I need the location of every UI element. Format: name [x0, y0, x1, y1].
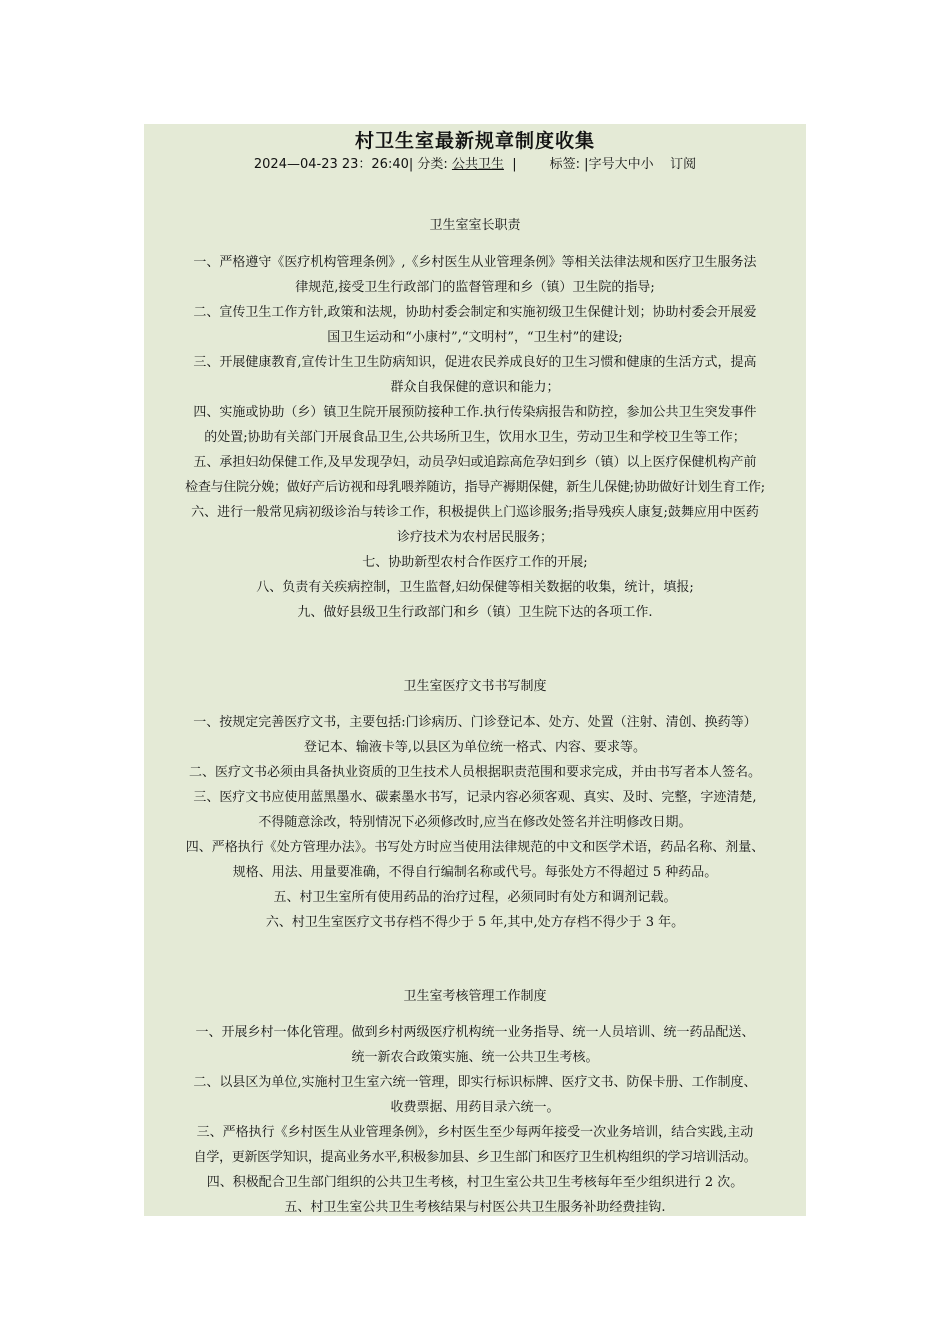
section-line: 六、进行一般常见病初级诊治与转诊工作，积极提供上门巡诊服务;指导残疾人康复;鼓舞应用中医药 [191, 505, 759, 520]
section-line: 五、承担妇幼保健工作,及早发现孕妇，动员孕妇或追踪高危孕妇到乡（镇）以上医疗保健机构产前 [193, 455, 757, 470]
section-line: 不得随意涂改，特别情况下必须修改时,应当在修改处签名并注明修改日期。 [258, 815, 692, 830]
section-line: 二、以县区为单位,实施村卫生室六统一管理，即实行标识标牌、医疗文书、防保卡册、工作制度、 [193, 1075, 757, 1090]
section-line: 律规范,接受卫生行政部门的监督管理和乡（镇）卫生院的指导; [295, 280, 655, 295]
section-line: 七、协助新型农村合作医疗工作的开展; [362, 555, 588, 570]
category-label: 分类: [417, 157, 448, 172]
subscribe-link[interactable]: 订阅 [670, 157, 697, 172]
section-line: 五、村卫生室公共卫生考核结果与村医公共卫生服务补助经费挂钩. [284, 1200, 666, 1215]
section-heading-director-duties: 卫生室室长职责 [429, 218, 521, 233]
category-link[interactable]: 公共卫生 [451, 157, 504, 172]
section-line: 四、实施或协助（乡）镇卫生院开展预防接种工作.执行传染病报告和防控，参加公共卫生突发事件 [193, 405, 757, 420]
section-line: 一、开展乡村一体化管理。做到乡村两级医疗机构统一业务指导、统一人员培训、统一药品配送、 [195, 1025, 755, 1040]
document-title: 村卫生室最新规章制度收集 [354, 130, 595, 152]
section-line: 的处置;协助有关部门开展食品卫生,公共场所卫生，饮用水卫生，劳动卫生和学校卫生等工作； [204, 430, 746, 445]
section-line: 二、医疗文书必须由具备执业资质的卫生技术人员根据职责范围和要求完成，并由书写者本人签名。 [188, 765, 761, 780]
meta-separator: | [512, 157, 517, 172]
section-line: 八、负责有关疾病控制，卫生监督,妇幼保健等相关数据的收集，统计，填报; [256, 580, 694, 595]
section-line: 五、村卫生室所有使用药品的治疗过程，必须同时有处方和调剂记载。 [273, 890, 677, 905]
section-line: 国卫生运动和“小康村”,“文明村”，“卫生村”的建设; [327, 330, 623, 345]
section-line: 规格、用法、用量要准确，不得自行编制名称或代号。每张处方不得超过 5 种药品。 [232, 865, 718, 880]
post-date: 2024—04-23 23：26:40| [253, 157, 414, 172]
article-meta [0, 153, 950, 172]
section-line: 三、医疗文书应使用蓝黑墨水、碳素墨水书写，记录内容必须客观、真实、及时、完整，字迹清楚, [193, 790, 757, 805]
section-line: 检查与住院分娩；做好产后访视和母乳喂养随访，指导产褥期保健，新生儿保健;协助做好计划生育工作; [185, 480, 765, 495]
section-heading-medical-documents: 卫生室医疗文书书写制度 [403, 679, 547, 694]
section-line: 六、村卫生室医疗文书存档不得少于 5 年,其中,处方存档不得少于 3 年。 [265, 915, 685, 930]
tags-font-size[interactable]: 标签: |字号大中小 [549, 157, 654, 172]
section-line: 一、严格遵守《医疗机构管理条例》,《乡村医生从业管理条例》等相关法律法规和医疗卫生服务法 [193, 255, 757, 270]
section-line: 四、严格执行《处方管理办法》。书写处方时应当使用法律规范的中文和医学术语，药品名称、剂量、 [185, 840, 765, 855]
section-line: 三、严格执行《乡村医生从业管理条例》，乡村医生至少每两年接受一次业务培训，结合实践,主动 [196, 1125, 754, 1140]
section-line: 收费票据、用药目录六统一。 [390, 1100, 560, 1115]
section-line: 群众自我保健的意识和能力； [390, 380, 560, 395]
section-line: 登记本、输液卡等,以县区为单位统一格式、内容、要求等。 [303, 740, 647, 755]
section-line: 四、积极配合卫生部门组织的公共卫生考核，村卫生室公共卫生考核每年至少组织进行 2 次。 [206, 1175, 744, 1190]
section-line: 三、开展健康教育,宣传计生卫生防病知识，促进农民养成良好的卫生习惯和健康的生活方式，提高 [193, 355, 757, 370]
section-heading-assessment: 卫生室考核管理工作制度 [403, 989, 547, 1004]
section-line: 自学，更新医学知识，提高业务水平,积极参加县、乡卫生部门和医疗卫生机构组织的学习培训活动。 [193, 1150, 757, 1165]
section-line: 一、按规定完善医疗文书，主要包括:门诊病历、门诊登记本、处方、处置（注射、清创、换药等） [193, 715, 757, 730]
section-line: 诊疗技术为农村居民服务； [396, 530, 553, 545]
section-line: 二、宣传卫生工作方针,政策和法规，协助村委会制定和实施初级卫生保健计划；协助村委会开展爱 [193, 305, 757, 320]
section-line: 九、做好县级卫生行政部门和乡（镇）卫生院下达的各项工作. [297, 605, 653, 620]
section-line: 统一新农合政策实施、统一公共卫生考核。 [351, 1050, 599, 1065]
